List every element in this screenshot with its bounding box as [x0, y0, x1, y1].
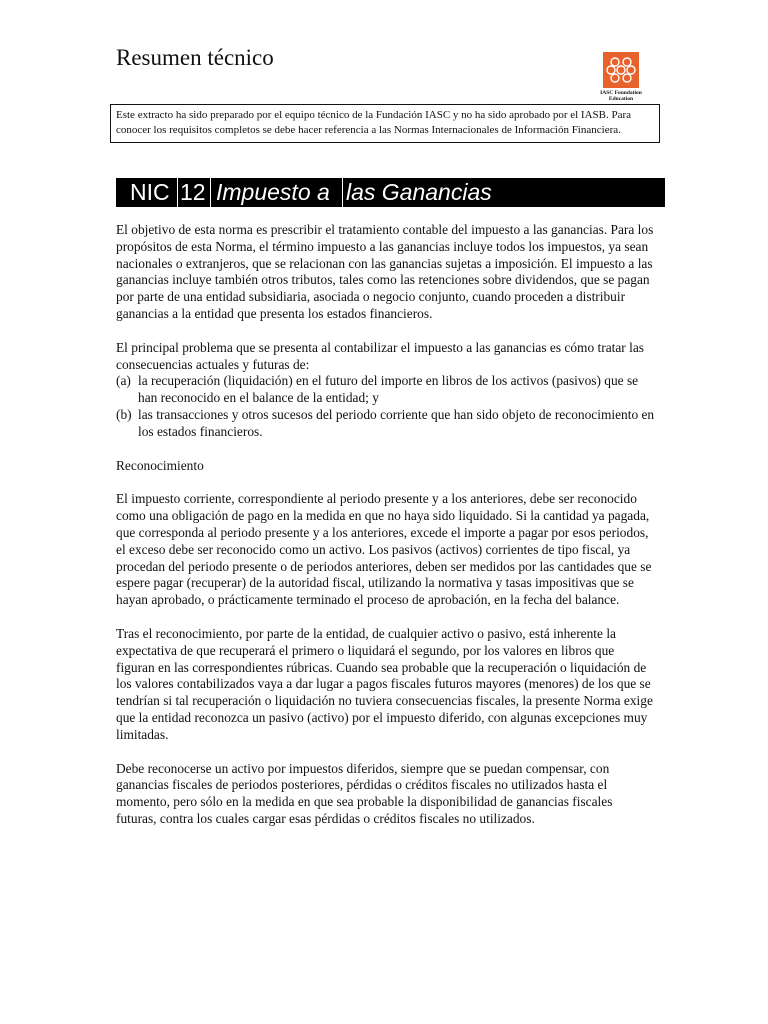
list-item [116, 407, 656, 441]
standard-title-part2: las Ganancias [346, 179, 492, 205]
standard-code: NIC [130, 179, 170, 205]
section-heading: Reconocimiento [116, 457, 204, 473]
disclaimer-box: Este extracto ha sido preparado por el equipo técnico de la Fundación IASC y no ha sido aprobado por el IASB. Para conocer los requisitos completos se debe hacer referencia a las Normas Internacionales de Información Financiera. [110, 104, 660, 143]
standard-title-part1: Impuesto a [216, 179, 330, 205]
document-body [116, 222, 656, 845]
logo-caption: IASC Foundation Education [600, 90, 642, 102]
list-item [116, 373, 656, 407]
iasc-foundation-logo [596, 52, 646, 102]
page-title: Resumen técnico [116, 45, 274, 70]
iasc-logo-icon [603, 52, 639, 88]
paragraph-objective: El objetivo de esta norma es prescribir el tratamiento contable del impuesto a las ganancias. Para los propósitos de esta Norma, el término impuesto a las ganancias incluye todos los impuestos, ya sean nacionales o extranjeros, que se relacionan con las ganancias sujetas a imposición. El impuesto a las ganancias incluye también otros tributos, tales como las retenciones sobre dividendos, que se pagan por parte de una entidad subsidiaria, asociada o negocio conjunto, cuando proceden a distribuir ganancias a la entidad que presenta los estados financieros. [116, 222, 654, 321]
list-item-text: las transacciones y otros sucesos del periodo corriente que han sido objeto de reconocimiento en los estados financieros. [138, 406, 655, 439]
standard-title-banner [116, 178, 665, 207]
standard-number: 12 [180, 179, 206, 205]
banner-divider [342, 178, 343, 207]
banner-divider [210, 178, 211, 207]
consequences-list [116, 373, 656, 440]
list-item-label: (b) [116, 406, 132, 422]
paragraph-problem: El principal problema que se presenta al contabilizar el impuesto a las ganancias es cómo tratar las consecuencias actuales y futuras de: [116, 339, 644, 372]
paragraph-current-tax: El impuesto corriente, correspondiente al periodo presente y a los anteriores, debe ser reconocido como una obligación de pago en la medida en que no haya sido liquidado. Si la cantidad ya pagada, que corresponda al periodo presente y a los anteriores, excede el importe a pagar por esos periodos, el exceso debe ser reconocido como un activo. Los pasivos (activos) corrientes de tipo fiscal, ya procedan del periodo presente o de periodos anteriores, deben ser medidos por las cantidades que se espere pagar (recuperar) de la autoridad fiscal, utilizando la normativa y tasas impositivas que se hayan aprobado, o prácticamente terminado el proceso de aprobación, en la fecha del balance. [116, 491, 652, 608]
list-item-label: (a) [116, 373, 131, 389]
banner-divider [177, 178, 178, 207]
paragraph-deferred-asset: Debe reconocerse un activo por impuestos diferidos, siempre que se puedan compensar, con ganancias fiscales de periodos posteriores, pérdidas o créditos fiscales no utilizados hasta el momento, pero sólo en la medida en que sea probable la disponibilidad de ganancias fiscales futuras, contra los cuales cargar esas pérdidas o créditos fiscales no utilizados. [116, 760, 613, 826]
list-item-text: la recuperación (liquidación) en el futuro del importe en libros de los activos (pasivos) que se han reconocido en el balance de la entidad; y [138, 373, 639, 406]
paragraph-deferred-tax: Tras el reconocimiento, por parte de la entidad, de cualquier activo o pasivo, está inherente la expectativa de que recuperará el primero o liquidará el segundo, por los valores en libros que figuran en las correspondientes rúbricas. Cuando sea probable que la recuperación o liquidación de los valores contabilizados vaya a dar lugar a pagos fiscales futuros mayores (menores) de los que se tendrían si tal recuperación o liquidación no tuviera consecuencias fiscales, la presente Norma exige que la entidad reconozca un pasivo (activo) por el impuesto diferido, con algunas excepciones muy limitadas. [116, 625, 653, 742]
